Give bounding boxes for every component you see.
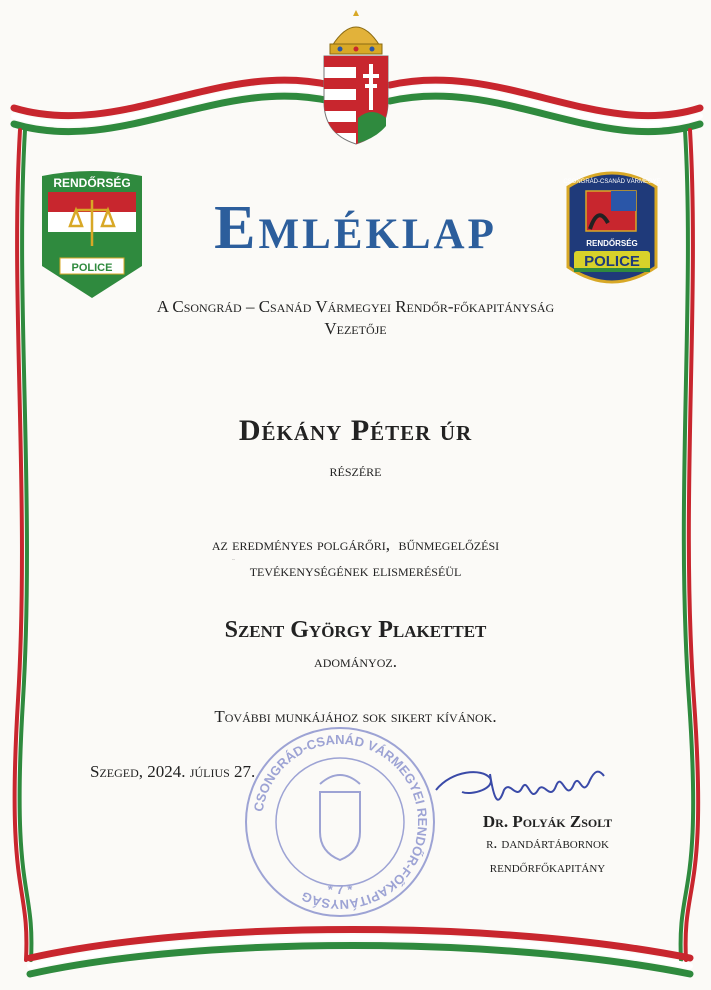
right-badge-bottom-text: POLICE (584, 253, 640, 270)
signatory-name: Dr. Polyák Zsolt (482, 812, 613, 831)
reason-line-2: tevékenységének elismeréséül (249, 561, 462, 580)
signatory-rank: r. dandártábornok (486, 835, 609, 852)
issue-date: Szeged, 2024. július 27. (90, 762, 256, 781)
issuer-block (0, 296, 711, 340)
issuer-line-2: Vezetője (324, 319, 387, 338)
recipient-suffix: részére (329, 461, 382, 480)
reason-line-1: az eredményes polgárőri, bűnmegelőzési (211, 535, 500, 554)
award-verb: adományoz. (314, 652, 397, 671)
stamp-ring-text: CSONGRÁD-CSANÁD VÁRMEGYEI RENDŐR-FŐKAPITÁNYSÁG (250, 731, 431, 913)
award-name: Szent György Plakettet (224, 617, 487, 643)
left-badge-top-text: RENDŐRSÉG (53, 176, 131, 190)
signatory-title: rendőrfőkapitány (489, 859, 606, 876)
signature-script-text: Polyák (232, 560, 235, 561)
stamp-number-text: * 7 * (327, 882, 353, 897)
signatory-block (430, 812, 665, 880)
coat-of-arms-icon (318, 6, 394, 148)
right-badge-arc-text: CSONGRÁD-CSANÁD VÁRMEGYE (563, 179, 661, 185)
wishes-line: További munkájához sok sikert kívánok. (214, 707, 497, 726)
certificate-title: Emléklap (214, 194, 497, 262)
right-badge-mid-text: RENDŐRSÉG (586, 239, 638, 248)
recipient-name: Dékány Péter úr (238, 414, 473, 447)
left-badge-bottom-text: POLICE (71, 262, 113, 274)
official-stamp-icon (240, 722, 440, 922)
issuer-line-1: A Csongrád – Csanád Vármegyei Rendőr-főkapitányság (156, 297, 555, 316)
